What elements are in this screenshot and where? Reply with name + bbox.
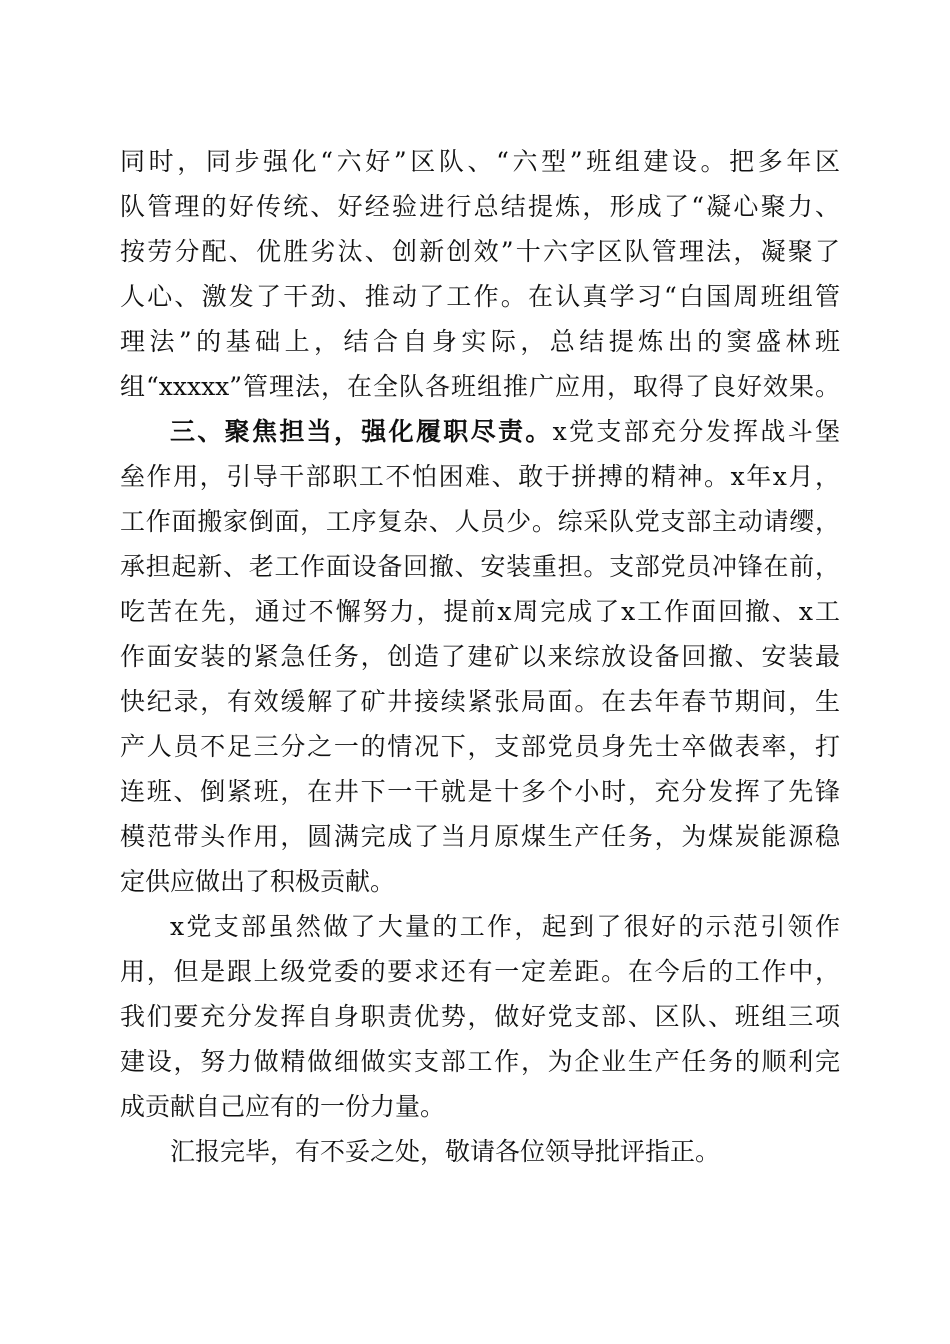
section-3-line-10: 模范带头作用，圆满完成了当月原煤生产任务，为煤炭能源稳 (120, 822, 840, 851)
paragraph-1-line-1: 同时，同步强化“六好”区队、“六型”班组建设。把多年区 (120, 147, 840, 176)
conclusion-line-2: 用，但是跟上级党委的要求还有一定差距。在今后的工作中， (120, 957, 840, 986)
section-3-first-line-text: x党支部充分发挥战斗堡 (552, 417, 840, 446)
paragraph-1-line-5: 理法”的基础上，结合自身实际，总结提炼出的窦盛林班 (120, 327, 840, 356)
closing-line: 汇报完毕，有不妥之处，敬请各位领导批评指正。 (170, 1137, 721, 1166)
section-3-line-5: 吃苦在先，通过不懈努力，提前x周完成了x工作面回撤、x工 (120, 597, 840, 626)
section-3-line-3: 工作面搬家倒面，工序复杂、人员少。综采队党支部主动请缨， (120, 507, 840, 536)
section-3-line-8: 产人员不足三分之一的情况下，支部党员身先士卒做表率，打 (120, 732, 840, 761)
conclusion-line-3: 我们要充分发挥自身职责优势，做好党支部、区队、班组三项 (120, 1002, 840, 1031)
paragraph-1-line-3: 按劳分配、优胜劣汰、创新创效”十六字区队管理法，凝聚了 (120, 237, 840, 266)
section-3-heading: 三、聚焦担当，强化履职尽责。 (170, 417, 553, 446)
section-3-line-9: 连班、倒紧班，在井下一干就是十多个小时，充分发挥了先锋 (120, 777, 840, 806)
conclusion-line-5: 成贡献自己应有的一份力量。 (120, 1092, 446, 1121)
section-3-line-11: 定供应做出了积极贡献。 (120, 867, 396, 896)
section-3-line-6: 作面安装的紧急任务，创造了建矿以来综放设备回撤、安装最 (120, 642, 840, 671)
paragraph-1-line-6: 组“xxxxx”管理法，在全队各班组推广应用，取得了良好效果。 (120, 372, 840, 401)
paragraph-1-line-4: 人心、激发了干劲、推动了工作。在认真学习“白国周班组管 (120, 282, 840, 311)
section-3-first-line (170, 417, 840, 447)
paragraph-1-line-2: 队管理的好传统、好经验进行总结提炼，形成了“凝心聚力、 (120, 192, 840, 221)
conclusion-line-4: 建设，努力做精做细做实支部工作，为企业生产任务的顺利完 (120, 1047, 840, 1076)
section-3-line-4: 承担起新、老工作面设备回撤、安装重担。支部党员冲锋在前， (120, 552, 840, 581)
section-3-line-7: 快纪录，有效缓解了矿井接续紧张局面。在去年春节期间，生 (120, 687, 840, 716)
conclusion-line-1: x党支部虽然做了大量的工作，起到了很好的示范引领作 (170, 912, 840, 941)
section-3-line-2: 垒作用，引导干部职工不怕困难、敢于拼搏的精神。x年x月， (120, 462, 840, 491)
